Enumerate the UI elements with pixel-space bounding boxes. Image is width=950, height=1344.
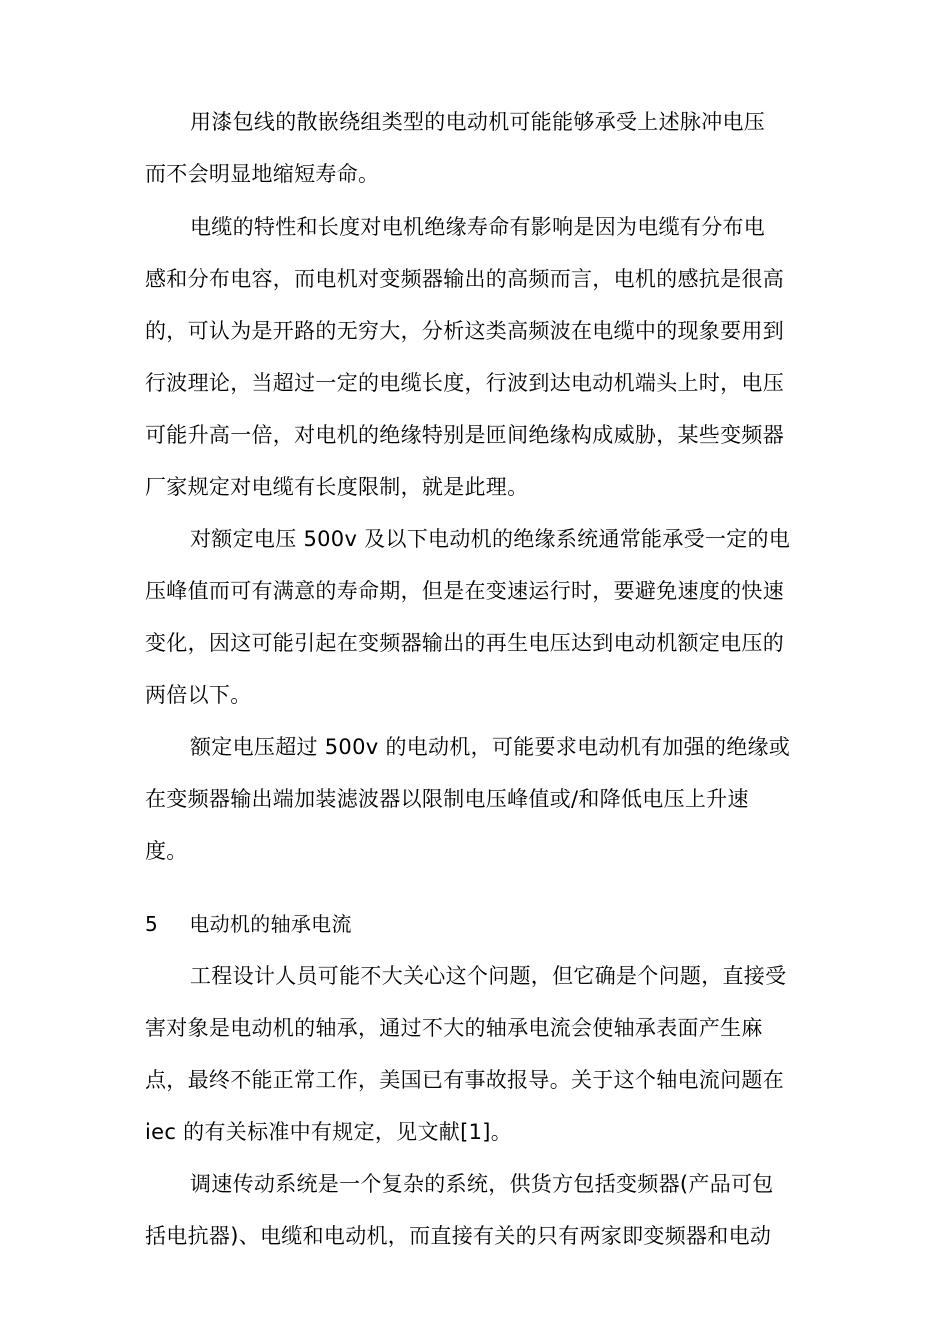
section-number: 5 (145, 912, 159, 936)
section-heading (145, 910, 352, 938)
paragraph-2-line-6: 厂家规定对电缆有长度限制，就是此理。 (145, 475, 529, 499)
paragraph-4-line-3: 度。 (145, 839, 188, 863)
paragraph-3-line-2: 压峰值而可有满意的寿命期，但是在变速运行时，要避免速度的快速 (145, 579, 784, 603)
section-paragraph-1-line-1: 工程设计人员可能不大关心这个问题，但它确是个问题，直接受 (190, 964, 787, 988)
paragraph-4-line-2: 在变频器输出端加装滤波器以限制电压峰值或/和降低电压上升速 (145, 787, 749, 811)
paragraph-1-line-1: 用漆包线的散嵌绕组类型的电动机可能能够承受上述脉冲电压 (190, 110, 766, 134)
section-paragraph-2-line-2: 括电抗器)、电缆和电动机，而直接有关的只有两家即变频器和电动 (145, 1224, 772, 1248)
paragraph-1-line-2: 而不会明显地缩短寿命。 (145, 162, 380, 186)
section-paragraph-1-line-2: 害对象是电动机的轴承，通过不大的轴承电流会使轴承表面产生麻 (145, 1016, 763, 1040)
paragraph-2-line-3: 的，可认为是开路的无穷大，分析这类高频波在电缆中的现象要用到 (145, 319, 784, 343)
paragraph-3-line-3: 变化，因这可能引起在变频器输出的再生电压达到电动机额定电压的 (145, 631, 784, 655)
paragraph-2-line-4: 行波理论，当超过一定的电缆长度，行波到达电动机端头上时，电压 (145, 371, 784, 395)
paragraph-2-line-2: 感和分布电容，而电机对变频器输出的高频而言，电机的感抗是很高 (145, 267, 784, 291)
paragraph-2-line-5: 可能升高一倍，对电机的绝缘特别是匝间绝缘构成威胁，某些变频器 (145, 423, 784, 447)
paragraph-4-line-1: 额定电压超过 500v 的电动机，可能要求电动机有加强的绝缘或 (190, 735, 791, 759)
section-paragraph-1-line-4: iec 的有关标准中有规定，见文献[1]。 (145, 1120, 513, 1144)
section-title: 电动机的轴承电流 (189, 912, 352, 936)
section-paragraph-2-line-1: 调速传动系统是一个复杂的系统，供货方包括变频器(产品可包 (190, 1172, 774, 1196)
paragraph-3-line-1: 对额定电压 500v 及以下电动机的绝缘系统通常能承受一定的电 (190, 527, 791, 551)
paragraph-2-line-1: 电缆的特性和长度对电机绝缘寿命有影响是因为电缆有分布电 (190, 215, 766, 239)
paragraph-3-line-4: 两倍以下。 (145, 683, 252, 707)
section-paragraph-1-line-3: 点，最终不能正常工作，美国已有事故报导。关于这个轴电流问题在 (145, 1068, 784, 1092)
